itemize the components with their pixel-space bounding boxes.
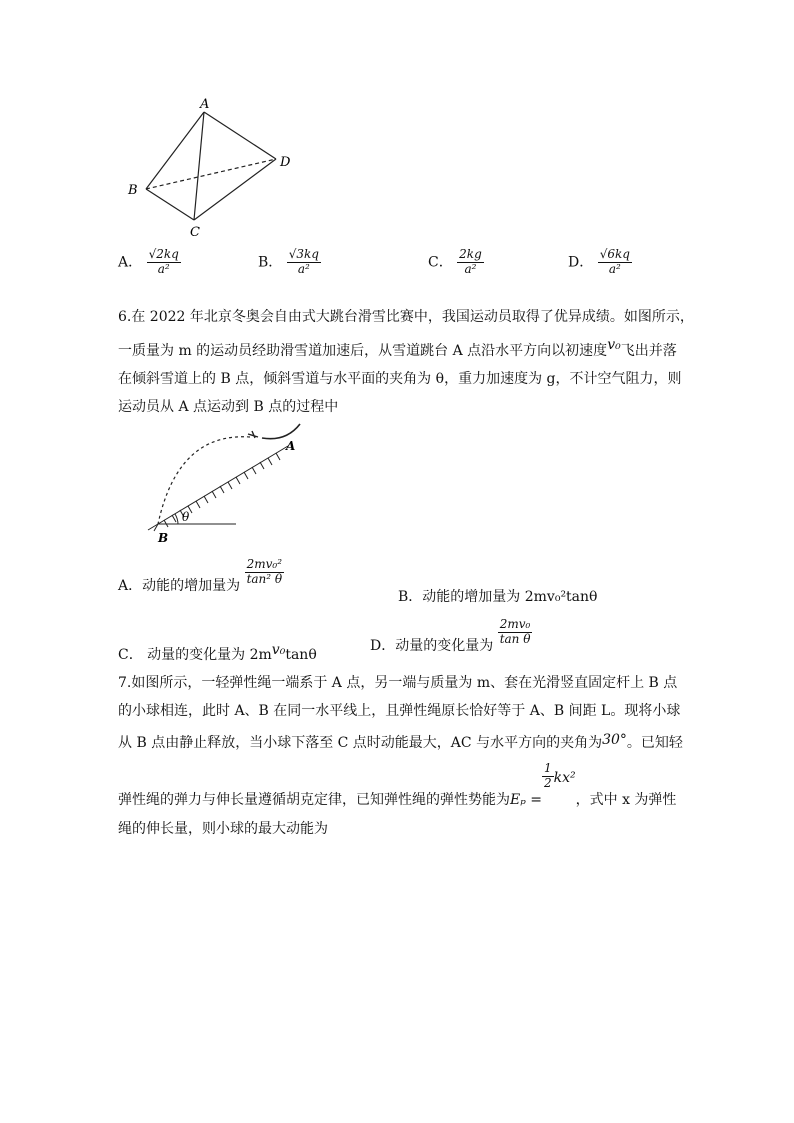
q6-line-1: 6.在 2022 年北京冬奥会自由式大跳台滑雪比赛中，我国运动员取得了优异成绩。如图所示，: [118, 309, 694, 325]
v0-symbol: v₀: [607, 337, 621, 353]
ski-slope-figure: [118, 420, 318, 550]
option-text: A．动能的增加量为: [118, 578, 241, 595]
half-fraction: $\frac{1}{2}$: [544, 761, 552, 790]
option-letter: A．: [118, 254, 143, 271]
option-text: C． 动量的变化量为 2m: [118, 647, 272, 663]
option-letter: B．: [258, 254, 283, 271]
point-label-a: A: [286, 439, 296, 453]
tetrahedron-figure: [120, 92, 300, 242]
q5-option-a[interactable]: [118, 248, 181, 277]
option-letter: D．: [568, 254, 594, 271]
angle-value: 30°: [602, 732, 627, 748]
q5-option-c[interactable]: [428, 248, 484, 277]
q7-line-1: 7.如图所示，一轻弹性绳一端系于 A 点，另一端与质量为 m、套在光滑竖直固定杆上 B 点: [118, 675, 678, 691]
vertex-label-d: D: [280, 155, 291, 170]
option-text-tail: tanθ: [285, 647, 317, 663]
option-fraction: $\frac{\text{2mv₀²}}{\text{tan² θ}}$: [246, 557, 283, 586]
q6-line-4: 运动员从 A 点运动到 B 点的过程中: [118, 399, 339, 415]
vertex-label-a: A: [200, 97, 210, 112]
q5-option-d[interactable]: [568, 248, 632, 277]
option-fraction: $\frac{√6kq}{\text{a²}}$: [599, 247, 630, 276]
q6-option-c[interactable]: [118, 644, 317, 664]
kx-squared: kx²: [553, 770, 576, 787]
q7-line-4: 弹性绳的弹力与伸长量遵循胡克定律，已知弹性绳的弹性势能为Eₚ = $\frac{1}{2}$ kx²，式中 x 为弹性: [118, 761, 677, 809]
option-fraction: $\frac{\text{2mv₀}}{\text{tan θ}}$: [499, 617, 531, 646]
option-text: D．动量的变化量为: [370, 638, 494, 655]
q6-option-b[interactable]: B．动能的增加量为 2mv₀²tanθ: [398, 589, 598, 605]
q7-line-3: 从 B 点由静止释放，当小球下落至 C 点时动能最大，AC 与水平方向的夹角为30°。已知轻: [118, 732, 683, 751]
option-fraction: $\frac{2kg}{\text{a²}}$: [459, 247, 482, 276]
angle-theta-label: θ: [182, 510, 190, 524]
q7-line-2: 的小球相连，此时 A、B 在同一水平线上，且弹性绳原长恰好等于 A、B 间距 L。现将小球: [118, 703, 681, 719]
option-fraction: $\frac{√3kq}{\text{a²}}$: [288, 247, 319, 276]
vertex-label-c: C: [190, 225, 200, 240]
option-letter: C．: [428, 254, 453, 271]
point-label-b: B: [158, 531, 169, 545]
q6-line-3: 在倾斜雪道上的 B 点，倾斜雪道与水平面的夹角为 θ，重力加速度为 g，不计空气阻力，则: [118, 371, 682, 387]
q5-option-b[interactable]: [258, 248, 321, 277]
vertex-label-b: B: [128, 183, 138, 198]
q6-option-d[interactable]: [370, 617, 532, 655]
q7-line-5: 绳的伸长量，则小球的最大动能为: [118, 821, 328, 837]
q6-line-2: 一质量为 m 的运动员经助滑雪道加速后，从雪道跳台 A 点沿水平方向以初速度v₀飞出并落: [118, 337, 677, 359]
q6-option-a[interactable]: [118, 557, 284, 595]
v0-symbol: v₀: [271, 642, 286, 658]
ep-symbol: Eₚ =: [510, 792, 542, 809]
option-fraction: $\frac{√2kq}{\text{a²}}$: [148, 247, 179, 276]
